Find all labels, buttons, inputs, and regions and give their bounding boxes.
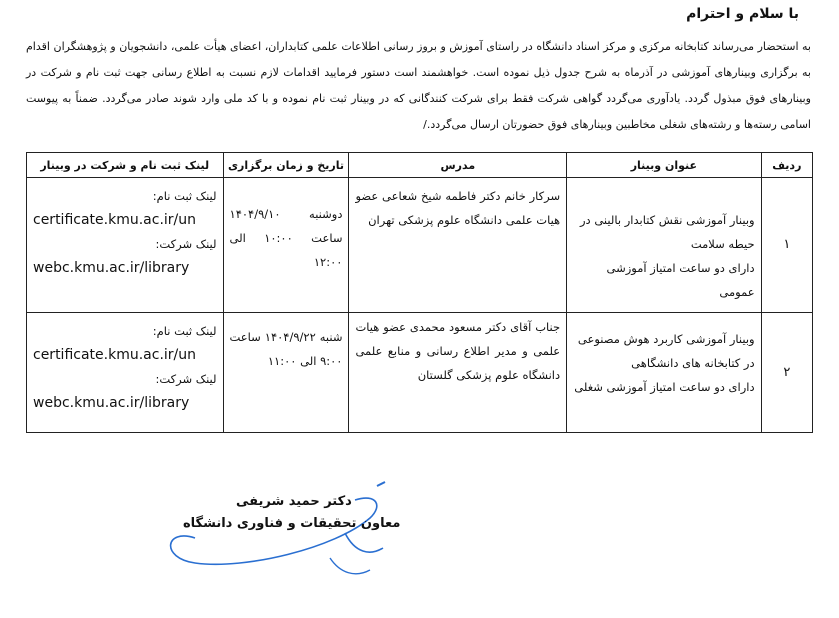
join-link-label: لینک شرکت: — [155, 372, 217, 386]
table-row — [27, 313, 813, 433]
title-line: در کتابخانه های دانشگاهی — [631, 356, 755, 370]
registration-link[interactable]: certificate.kmu.ac.ir/un — [33, 212, 196, 228]
table-row — [27, 178, 813, 313]
join-link[interactable]: webc.kmu.ac.ir/library — [33, 395, 190, 411]
greeting: با سلام و احترام — [686, 6, 799, 22]
links-cell — [27, 313, 224, 433]
registration-link[interactable]: certificate.kmu.ac.ir/un — [33, 347, 196, 363]
instructor: سرکار خانم دکتر فاطمه شیخ شعاعی عضو هیات علمی دانشگاه علوم پزشکی تهران — [349, 178, 567, 313]
header-row-number: ردیف — [761, 153, 812, 178]
signatory-name: دکتر حمید شریفی — [236, 494, 352, 509]
title-line: دارای دو ساعت امتیاز آموزشی عمومی — [606, 261, 755, 299]
row-number: ۱ — [761, 178, 812, 313]
table-header-row — [27, 153, 813, 178]
header-instructor: مدرس — [349, 153, 567, 178]
date-time: شنبه ۱۴۰۴/۹/۲۲ ساعت ۹:۰۰ الی ۱۱:۰۰ — [223, 313, 349, 433]
webinar-title — [567, 313, 761, 433]
join-link[interactable]: webc.kmu.ac.ir/library — [33, 260, 190, 276]
webinar-table — [26, 152, 813, 433]
instructor: جناب آقای دکتر مسعود محمدی عضو هیات علمی و مدیر اطلاع رسانی و منابع علمی دانشگاه علوم پزشکی گلستان — [349, 313, 567, 433]
header-links: لینک ثبت نام و شرکت در وبینار — [27, 153, 224, 178]
webinar-title — [567, 178, 761, 313]
letter-body: به استحضار می‌رساند کتابخانه مرکزی و مرکز اسناد دانشگاه در راستای آموزش و بروز رسانی اطلاعات علمی کتابداران، اعضای هیأت علمی، دانشجویان و پژوهشگران اقدام به برگزاری وبینارهای آموزشی در آذرماه به شرح جدول ذیل نموده است. خواهشمند است دستور فرمایید اقدامات لازم نسبت به اطلاع رسانی جهت ثبت نام و شرکت در وبینارهای فوق مبذول گردد. یادآوری می‌گردد گواهی شرکت فقط برای شرکت کنندگانی که در وبینار ثبت نام نموده و با کد ملی وارد شوند صادر می‌گردد. ضمناً به پیوست اسامی رسته‌ها و رشته‌های شغلی مخاطبین وبینارهای فوق حضورتان ارسال می‌گردد./ — [26, 40, 811, 131]
signatory-title: معاون تحقیقات و فناوری دانشگاه — [183, 516, 401, 531]
title-line: حیطه سلامت — [690, 237, 755, 251]
links-cell — [27, 178, 224, 313]
header-webinar-title: عنوان وبینار — [567, 153, 761, 178]
title-line: دارای دو ساعت امتیاز آموزشی شغلی — [574, 380, 755, 394]
date-time: دوشنبه ۱۴۰۴/۹/۱۰ ساعت ۱۰:۰۰ الی ۱۲:۰۰ — [223, 178, 349, 313]
registration-link-label: لینک ثبت نام: — [152, 189, 217, 203]
title-line: وبینار آموزشی کاربرد هوش مصنوعی — [577, 332, 755, 346]
join-link-label: لینک شرکت: — [155, 237, 217, 251]
registration-link-label: لینک ثبت نام: — [152, 324, 217, 338]
row-number: ۲ — [761, 313, 812, 433]
header-date-time: تاریخ و زمان برگزاری — [223, 153, 349, 178]
title-line: وبینار آموزشی نقش کتابدار بالینی در — [579, 213, 755, 227]
